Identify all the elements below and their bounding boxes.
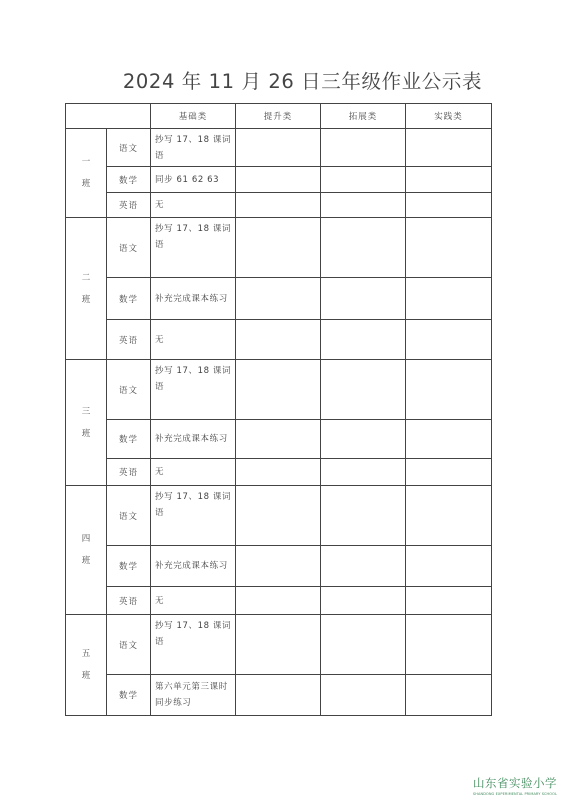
subject-cell: 数学	[107, 546, 151, 587]
header-blank	[66, 104, 151, 129]
advanced-cell	[236, 360, 321, 420]
extension-cell	[321, 360, 406, 420]
practice-cell	[406, 360, 492, 420]
extension-cell	[321, 420, 406, 459]
practice-cell	[406, 587, 492, 615]
advanced-cell	[236, 278, 321, 320]
table-row	[66, 486, 492, 546]
practice-cell	[406, 486, 492, 546]
practice-cell	[406, 278, 492, 320]
basic-cell: 无	[151, 587, 236, 615]
advanced-cell	[236, 675, 321, 716]
basic-cell: 抄写 17、18 课词语	[151, 615, 236, 675]
basic-cell: 抄写 17、18 课词语	[151, 129, 236, 167]
subject-cell: 数学	[107, 420, 151, 459]
advanced-cell	[236, 129, 321, 167]
class-label: 三 班	[66, 360, 107, 486]
subject-cell: 语文	[107, 218, 151, 278]
extension-cell	[321, 167, 406, 193]
table-row	[66, 129, 492, 167]
table-row	[66, 420, 492, 459]
school-logo-name: 山东省实验小学	[473, 776, 557, 790]
basic-cell: 抄写 17、18 课词语	[151, 360, 236, 420]
header-practice: 实践类	[406, 104, 492, 129]
extension-cell	[321, 675, 406, 716]
advanced-cell	[236, 615, 321, 675]
extension-cell	[321, 218, 406, 278]
table-row	[66, 360, 492, 420]
class-label: 四 班	[66, 486, 107, 615]
extension-cell	[321, 278, 406, 320]
extension-cell	[321, 486, 406, 546]
extension-cell	[321, 587, 406, 615]
subject-cell: 英语	[107, 459, 151, 486]
subject-cell: 英语	[107, 587, 151, 615]
table-row	[66, 615, 492, 675]
advanced-cell	[236, 420, 321, 459]
extension-cell	[321, 129, 406, 167]
basic-cell: 无	[151, 320, 236, 360]
basic-cell: 无	[151, 459, 236, 486]
practice-cell	[406, 320, 492, 360]
practice-cell	[406, 546, 492, 587]
extension-cell	[321, 546, 406, 587]
advanced-cell	[236, 546, 321, 587]
subject-cell: 英语	[107, 193, 151, 218]
table-row	[66, 167, 492, 193]
advanced-cell	[236, 320, 321, 360]
basic-cell: 第六单元第三课时同步练习	[151, 675, 236, 716]
advanced-cell	[236, 218, 321, 278]
practice-cell	[406, 167, 492, 193]
subject-cell: 英语	[107, 320, 151, 360]
practice-cell	[406, 420, 492, 459]
extension-cell	[321, 320, 406, 360]
subject-cell: 语文	[107, 615, 151, 675]
practice-cell	[406, 615, 492, 675]
extension-cell	[321, 615, 406, 675]
table-row	[66, 218, 492, 278]
advanced-cell	[236, 587, 321, 615]
table-row	[66, 587, 492, 615]
practice-cell	[406, 459, 492, 486]
table-row	[66, 193, 492, 218]
table-row	[66, 278, 492, 320]
school-logo	[469, 775, 561, 796]
subject-cell: 语文	[107, 486, 151, 546]
basic-cell: 补充完成课本练习	[151, 546, 236, 587]
subject-cell: 语文	[107, 129, 151, 167]
page-title: 2024 年 11 月 26 日三年级作业公示表	[122, 70, 483, 93]
subject-cell: 数学	[107, 278, 151, 320]
class-label: 二 班	[66, 218, 107, 360]
homework-table	[65, 103, 492, 716]
advanced-cell	[236, 167, 321, 193]
practice-cell	[406, 129, 492, 167]
subject-cell: 数学	[107, 167, 151, 193]
school-logo-english: SHANDONG EXPERIMENTAL PRIMARY SCHOOL	[472, 792, 558, 796]
basic-cell: 补充完成课本练习	[151, 420, 236, 459]
header-basic: 基础类	[151, 104, 236, 129]
table-row	[66, 675, 492, 716]
advanced-cell	[236, 459, 321, 486]
class-label: 五 班	[66, 615, 107, 716]
extension-cell	[321, 193, 406, 218]
basic-cell: 同步 61 62 63	[151, 167, 236, 193]
practice-cell	[406, 193, 492, 218]
header-row	[66, 104, 492, 129]
basic-cell: 抄写 17、18 课词语	[151, 486, 236, 546]
table-row	[66, 320, 492, 360]
subject-cell: 数学	[107, 675, 151, 716]
extension-cell	[321, 459, 406, 486]
practice-cell	[406, 218, 492, 278]
header-advanced: 提升类	[236, 104, 321, 129]
table-row	[66, 546, 492, 587]
header-extension: 拓展类	[321, 104, 406, 129]
practice-cell	[406, 675, 492, 716]
basic-cell: 抄写 17、18 课词语	[151, 218, 236, 278]
advanced-cell	[236, 486, 321, 546]
class-label: 一 班	[66, 129, 107, 218]
subject-cell: 语文	[107, 360, 151, 420]
advanced-cell	[236, 193, 321, 218]
basic-cell: 无	[151, 193, 236, 218]
basic-cell: 补充完成课本练习	[151, 278, 236, 320]
table-row	[66, 459, 492, 486]
